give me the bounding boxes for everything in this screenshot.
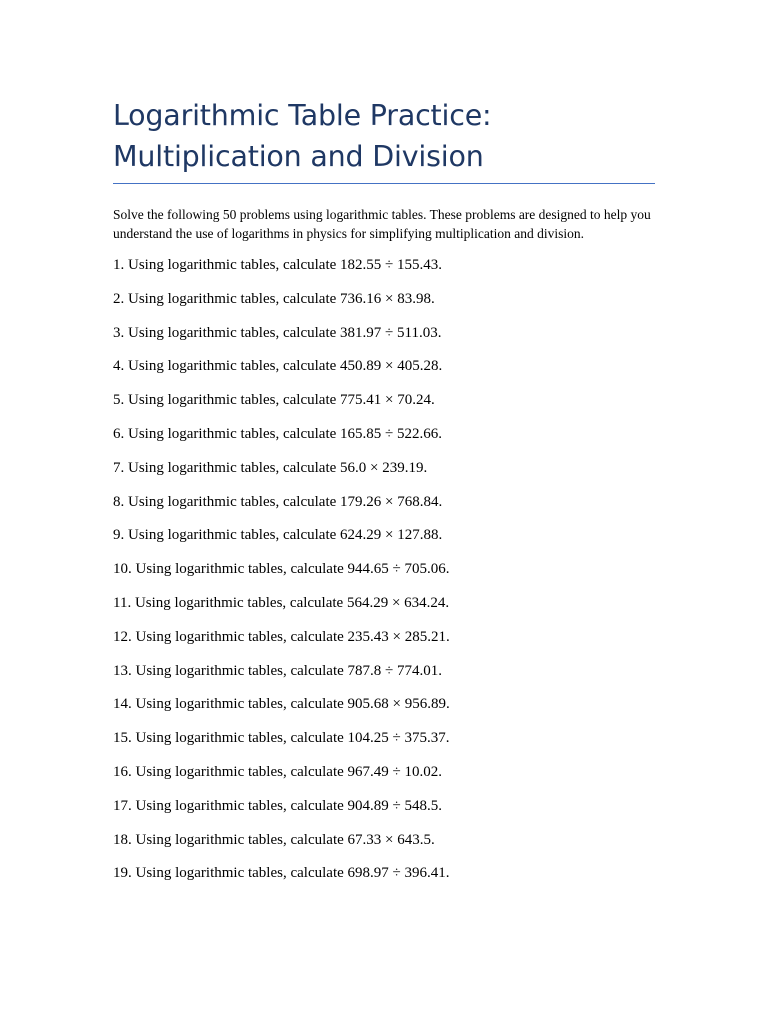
problem-item: 7. Using logarithmic tables, calculate 56.0 × 239.19. xyxy=(113,459,428,476)
problem-item: 3. Using logarithmic tables, calculate 381.97 ÷ 511.03. xyxy=(113,324,442,341)
problem-item: 11. Using logarithmic tables, calculate 564.29 × 634.24. xyxy=(113,594,450,611)
problem-item: 8. Using logarithmic tables, calculate 179.26 × 768.84. xyxy=(113,493,443,510)
problem-item: 5. Using logarithmic tables, calculate 775.41 × 70.24. xyxy=(113,392,435,409)
problem-item: 9. Using logarithmic tables, calculate 624.29 × 127.88. xyxy=(113,527,443,544)
problem-item: 17. Using logarithmic tables, calculate 904.89 ÷ 548.5. xyxy=(113,797,442,814)
problem-item: 16. Using logarithmic tables, calculate 967.49 ÷ 10.02. xyxy=(113,763,442,780)
problem-item: 15. Using logarithmic tables, calculate 104.25 ÷ 375.37. xyxy=(113,730,450,747)
problem-item: 2. Using logarithmic tables, calculate 736.16 × 83.98. xyxy=(113,290,435,307)
title-line-1: Logarithmic Table Practice: xyxy=(113,99,492,132)
problem-item: 18. Using logarithmic tables, calculate 67.33 × 643.5. xyxy=(113,831,435,848)
title-line-2: Multiplication and Division xyxy=(113,140,484,173)
document-page xyxy=(113,95,655,897)
problem-item: 10. Using logarithmic tables, calculate 944.65 ÷ 705.06. xyxy=(113,561,450,578)
title-divider xyxy=(113,183,655,184)
problem-item: 13. Using logarithmic tables, calculate 787.8 ÷ 774.01. xyxy=(113,662,442,679)
problem-item: 19. Using logarithmic tables, calculate 698.97 ÷ 396.41. xyxy=(113,865,450,882)
problem-item: 1. Using logarithmic tables, calculate 182.55 ÷ 155.43. xyxy=(113,257,442,273)
intro-paragraph: Solve the following 50 problems using logarithmic tables. These problems are designed to help you understand the use of logarithms in physics for simplifying multiplication and division. xyxy=(113,207,651,241)
problem-item: 6. Using logarithmic tables, calculate 165.85 ÷ 522.66. xyxy=(113,425,442,442)
problem-list xyxy=(113,255,655,883)
problem-item: 14. Using logarithmic tables, calculate 905.68 × 956.89. xyxy=(113,696,450,713)
problem-item: 12. Using logarithmic tables, calculate 235.43 × 285.21. xyxy=(113,628,450,645)
problem-item: 4. Using logarithmic tables, calculate 450.89 × 405.28. xyxy=(113,358,443,375)
page-title xyxy=(113,95,655,177)
